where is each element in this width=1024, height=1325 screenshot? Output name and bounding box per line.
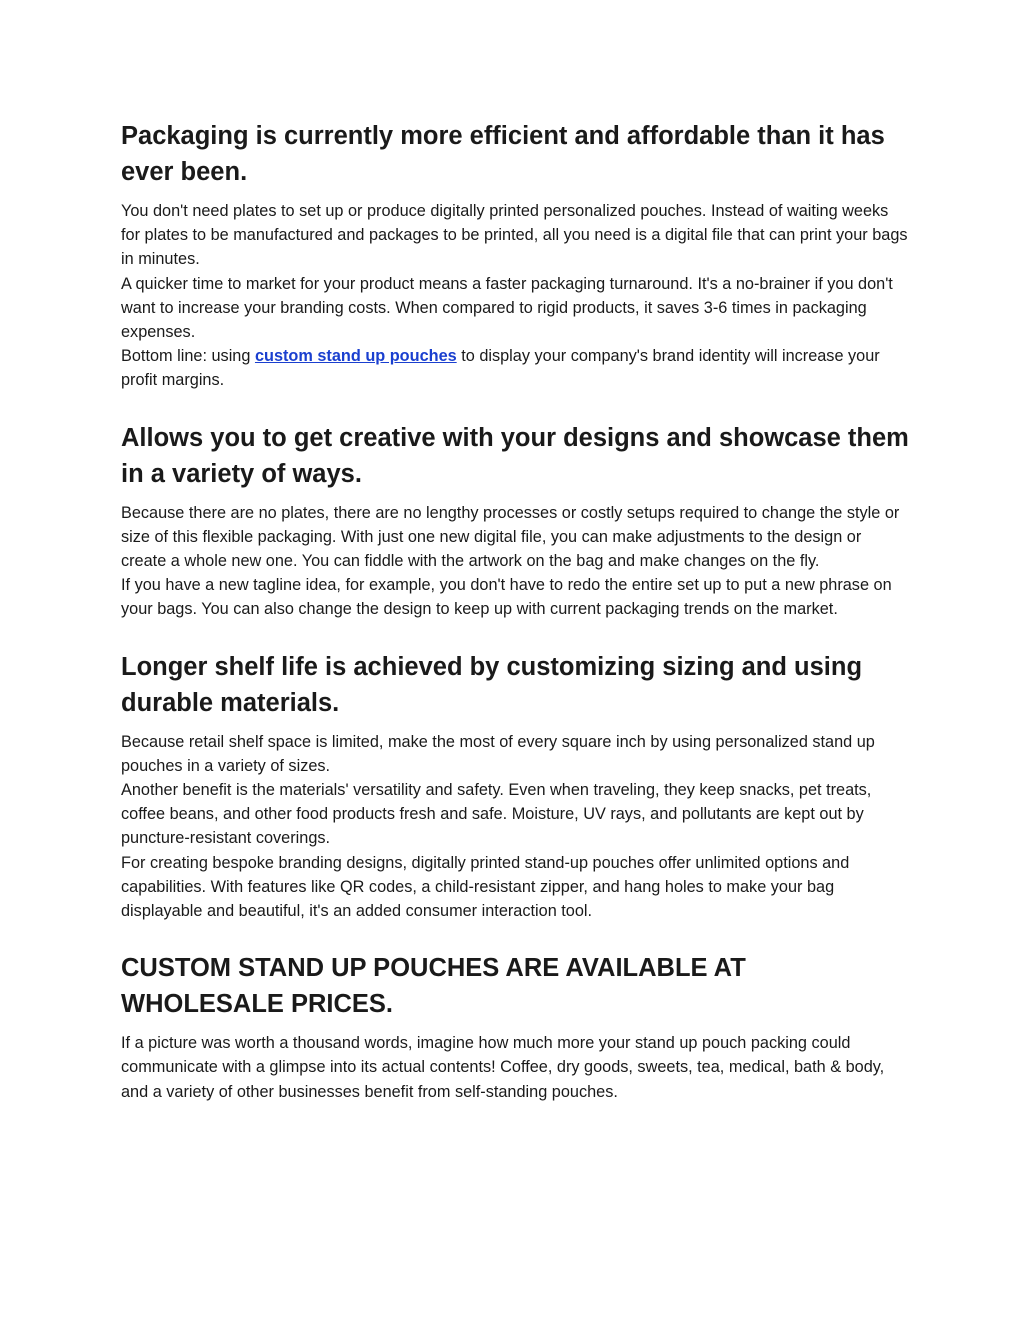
paragraph: For creating bespoke branding designs, digitally printed stand-up pouches offer unlimited options and capabilities. With features like QR codes, a child-resistant zipper, and hang holes to make your bag displayable and beautiful, it's an added consumer interaction tool. [121, 853, 850, 921]
section-heading: Packaging is currently more efficient and affordable than it has ever been. [121, 122, 885, 186]
paragraph: Because retail shelf space is limited, make the most of every square inch by using personalized stand up pouches in a variety of sizes. [121, 732, 875, 775]
paragraph: You don't need plates to set up or produce digitally printed personalized pouches. Instead of waiting weeks for plates to be manufactured and packages to be printed, all you need is a digital file that can print your bags in minutes. [121, 202, 908, 269]
section-shelf-life [121, 649, 911, 924]
paragraph: If a picture was worth a thousand words, imagine how much more your stand up pouch packing could communicate with a glimpse into its actual contents! Coffee, dry goods, sweets, tea, medical, bath & body, and a variety of other businesses benefit from self-standing pouches. [121, 1034, 885, 1101]
section-heading: Allows you to get creative with your designs and showcase them in a variety of ways. [121, 423, 909, 488]
section-creative-designs [121, 420, 911, 622]
paragraph: A quicker time to market for your product means a faster packaging turnaround. It's a no-brainer if you don't want to increase your branding costs. When compared to rigid products, it saves 3-6 times in packaging expenses. [121, 274, 893, 342]
document-page [121, 118, 911, 1104]
link-prefix-text: Bottom line: using [121, 347, 255, 366]
paragraph: Another benefit is the materials' versatility and safety. Even when traveling, they keep snacks, pet treats, coffee beans, and other food products fresh and safe. Moisture, UV rays, and pollutants are kept out by puncture-resistant coverings. [121, 781, 872, 848]
paragraph: Because there are no plates, there are no lengthy processes or costly setups required to change the style or size of this flexible packaging. With just one new digital file, you can make adjustments to the design or create a whole new one. You can fiddle with the artwork on the bag and make changes on the fly. [121, 503, 900, 571]
paragraph-with-link [121, 344, 911, 392]
section-wholesale [121, 950, 911, 1104]
custom-stand-up-pouches-link[interactable]: custom stand up pouches [254, 347, 457, 366]
section-heading: Longer shelf life is achieved by customizing sizing and using durable materials. [121, 652, 863, 717]
paragraph: If you have a new tagline idea, for example, you don't have to redo the entire set up to put a new phrase on your bags. You can also change the design to keep up with current packaging trends on the market. [121, 576, 892, 619]
section-heading: CUSTOM STAND UP POUCHES ARE AVAILABLE AT WHOLESALE PRICES. [121, 954, 746, 1019]
section-efficiency [121, 118, 911, 393]
link-suffix-text: to display your company's brand identity will increase your profit margins. [121, 347, 880, 390]
